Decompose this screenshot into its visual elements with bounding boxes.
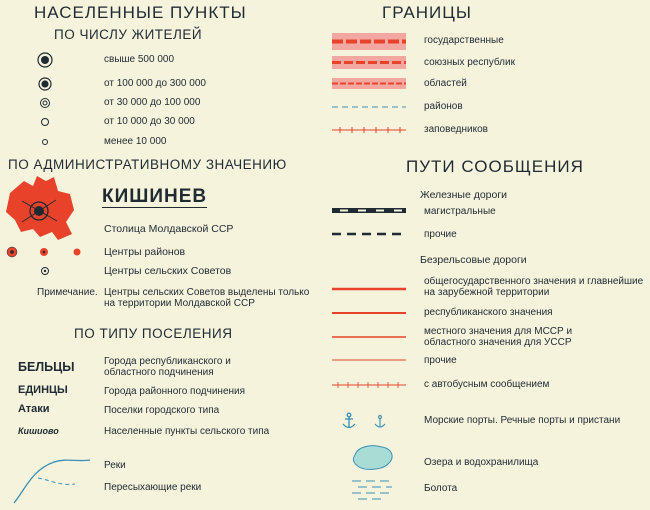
border-republic-label: союзных республик xyxy=(424,57,515,68)
lake-symbol xyxy=(353,446,392,470)
border-state-label: государственные xyxy=(424,35,504,46)
type-desc-city-district: Города районного подчинения xyxy=(104,386,246,397)
pop-label-100k: от 100 000 до 300 000 xyxy=(104,78,206,89)
type-desc-city-republic-2: областного подчинения xyxy=(104,367,214,378)
capital-name: КИШИНЕВ xyxy=(102,186,208,207)
pop-symbol-100k xyxy=(39,78,51,90)
sea-port-anchor-icon xyxy=(343,413,355,427)
note-label: Примечание. xyxy=(37,287,98,298)
capital-city-symbol xyxy=(6,176,74,240)
rivers-label: Реки xyxy=(104,460,126,471)
borders-title: ГРАНИЦЫ xyxy=(382,3,472,22)
type-desc-urban-settlement: Поселки городского типа xyxy=(104,405,220,416)
swamps-label: Болота xyxy=(424,483,458,494)
routes-title: ПУТИ СООБЩЕНИЯ xyxy=(406,157,584,176)
rail-other-label: прочие xyxy=(424,229,457,240)
pop-label-500k: свыше 500 000 xyxy=(104,54,175,65)
village-center-symbol xyxy=(42,268,49,275)
type-desc-rural: Населенные пункты сельского типа xyxy=(104,426,270,437)
border-oblast-symbol xyxy=(332,78,406,89)
swamp-symbol xyxy=(352,481,392,499)
type-sample-urban-settlement: Атаки xyxy=(18,403,50,415)
settlements-title: НАСЕЛЕННЫЕ ПУНКТЫ xyxy=(34,3,247,22)
capital-label: Столица Молдавской ССР xyxy=(104,223,234,235)
road-republic-label: республиканского значения xyxy=(424,307,553,318)
type-sample-city-district: ЕДИНЦЫ xyxy=(18,384,68,396)
note-text-line2: на территории Молдавской ССР xyxy=(104,298,255,309)
river-symbols xyxy=(14,460,90,503)
pop-symbol-500k xyxy=(38,53,52,67)
type-sample-city-republic: БЕЛЬЦЫ xyxy=(18,360,75,374)
pop-symbol-less10k xyxy=(43,140,48,145)
border-reserve-symbol xyxy=(332,127,406,133)
railways-title: Железные дороги xyxy=(420,189,508,201)
pop-label-10k: от 10 000 до 30 000 xyxy=(104,116,195,127)
pop-symbol-30k xyxy=(41,99,50,108)
type-sample-rural: Кишиово xyxy=(18,426,59,436)
lakes-label: Озера и водохранилища xyxy=(424,457,539,468)
village-centers-label: Центры сельских Советов xyxy=(104,265,232,277)
pop-symbol-10k xyxy=(42,119,49,126)
ports-label: Морские порты. Речные порты и пристани xyxy=(424,415,621,426)
border-reserve-label: заповедников xyxy=(424,124,488,135)
road-local-label-1: местного значения для МССР и xyxy=(424,326,573,337)
road-bus-label: с автобусным сообщением xyxy=(424,379,550,390)
roads-title: Безрельсовые дороги xyxy=(420,254,527,266)
type-desc-city-republic-1: Города республиканского и xyxy=(104,356,231,367)
by-admin-title: ПО АДМИНИСТРАТИВНОМУ ЗНАЧЕНИЮ xyxy=(8,157,287,172)
border-oblast-label: областей xyxy=(424,78,467,89)
by-type-title: ПО ТИПУ ПОСЕЛЕНИЯ xyxy=(74,326,233,341)
district-centers-label: Центры районов xyxy=(104,246,186,258)
road-national-label-1: общегосударственного значения и главнейшие xyxy=(424,276,644,287)
pop-label-less10k: менее 10 000 xyxy=(104,136,167,147)
pop-label-30k: от 30 000 до 100 000 xyxy=(104,97,201,108)
border-state-symbol xyxy=(332,33,406,50)
rail-main-symbol xyxy=(332,208,406,213)
rail-main-label: магистральные xyxy=(424,206,496,217)
road-national-label-2: на зарубежной территории xyxy=(424,287,550,298)
drying-rivers-label: Пересыхающие реки xyxy=(104,482,202,493)
district-center-symbols xyxy=(7,247,81,257)
border-district-label: районов xyxy=(424,101,463,112)
border-republic-symbol xyxy=(332,56,406,69)
road-local-label-2: областного значения для УССР xyxy=(424,337,572,348)
road-bus-symbol xyxy=(332,382,406,388)
road-other-label: прочие xyxy=(424,355,457,366)
by-population-title: ПО ЧИСЛУ ЖИТЕЛЕЙ xyxy=(54,27,203,42)
river-port-anchor-icon xyxy=(375,416,385,427)
note-text-line1: Центры сельских Советов выделены только xyxy=(104,287,310,298)
